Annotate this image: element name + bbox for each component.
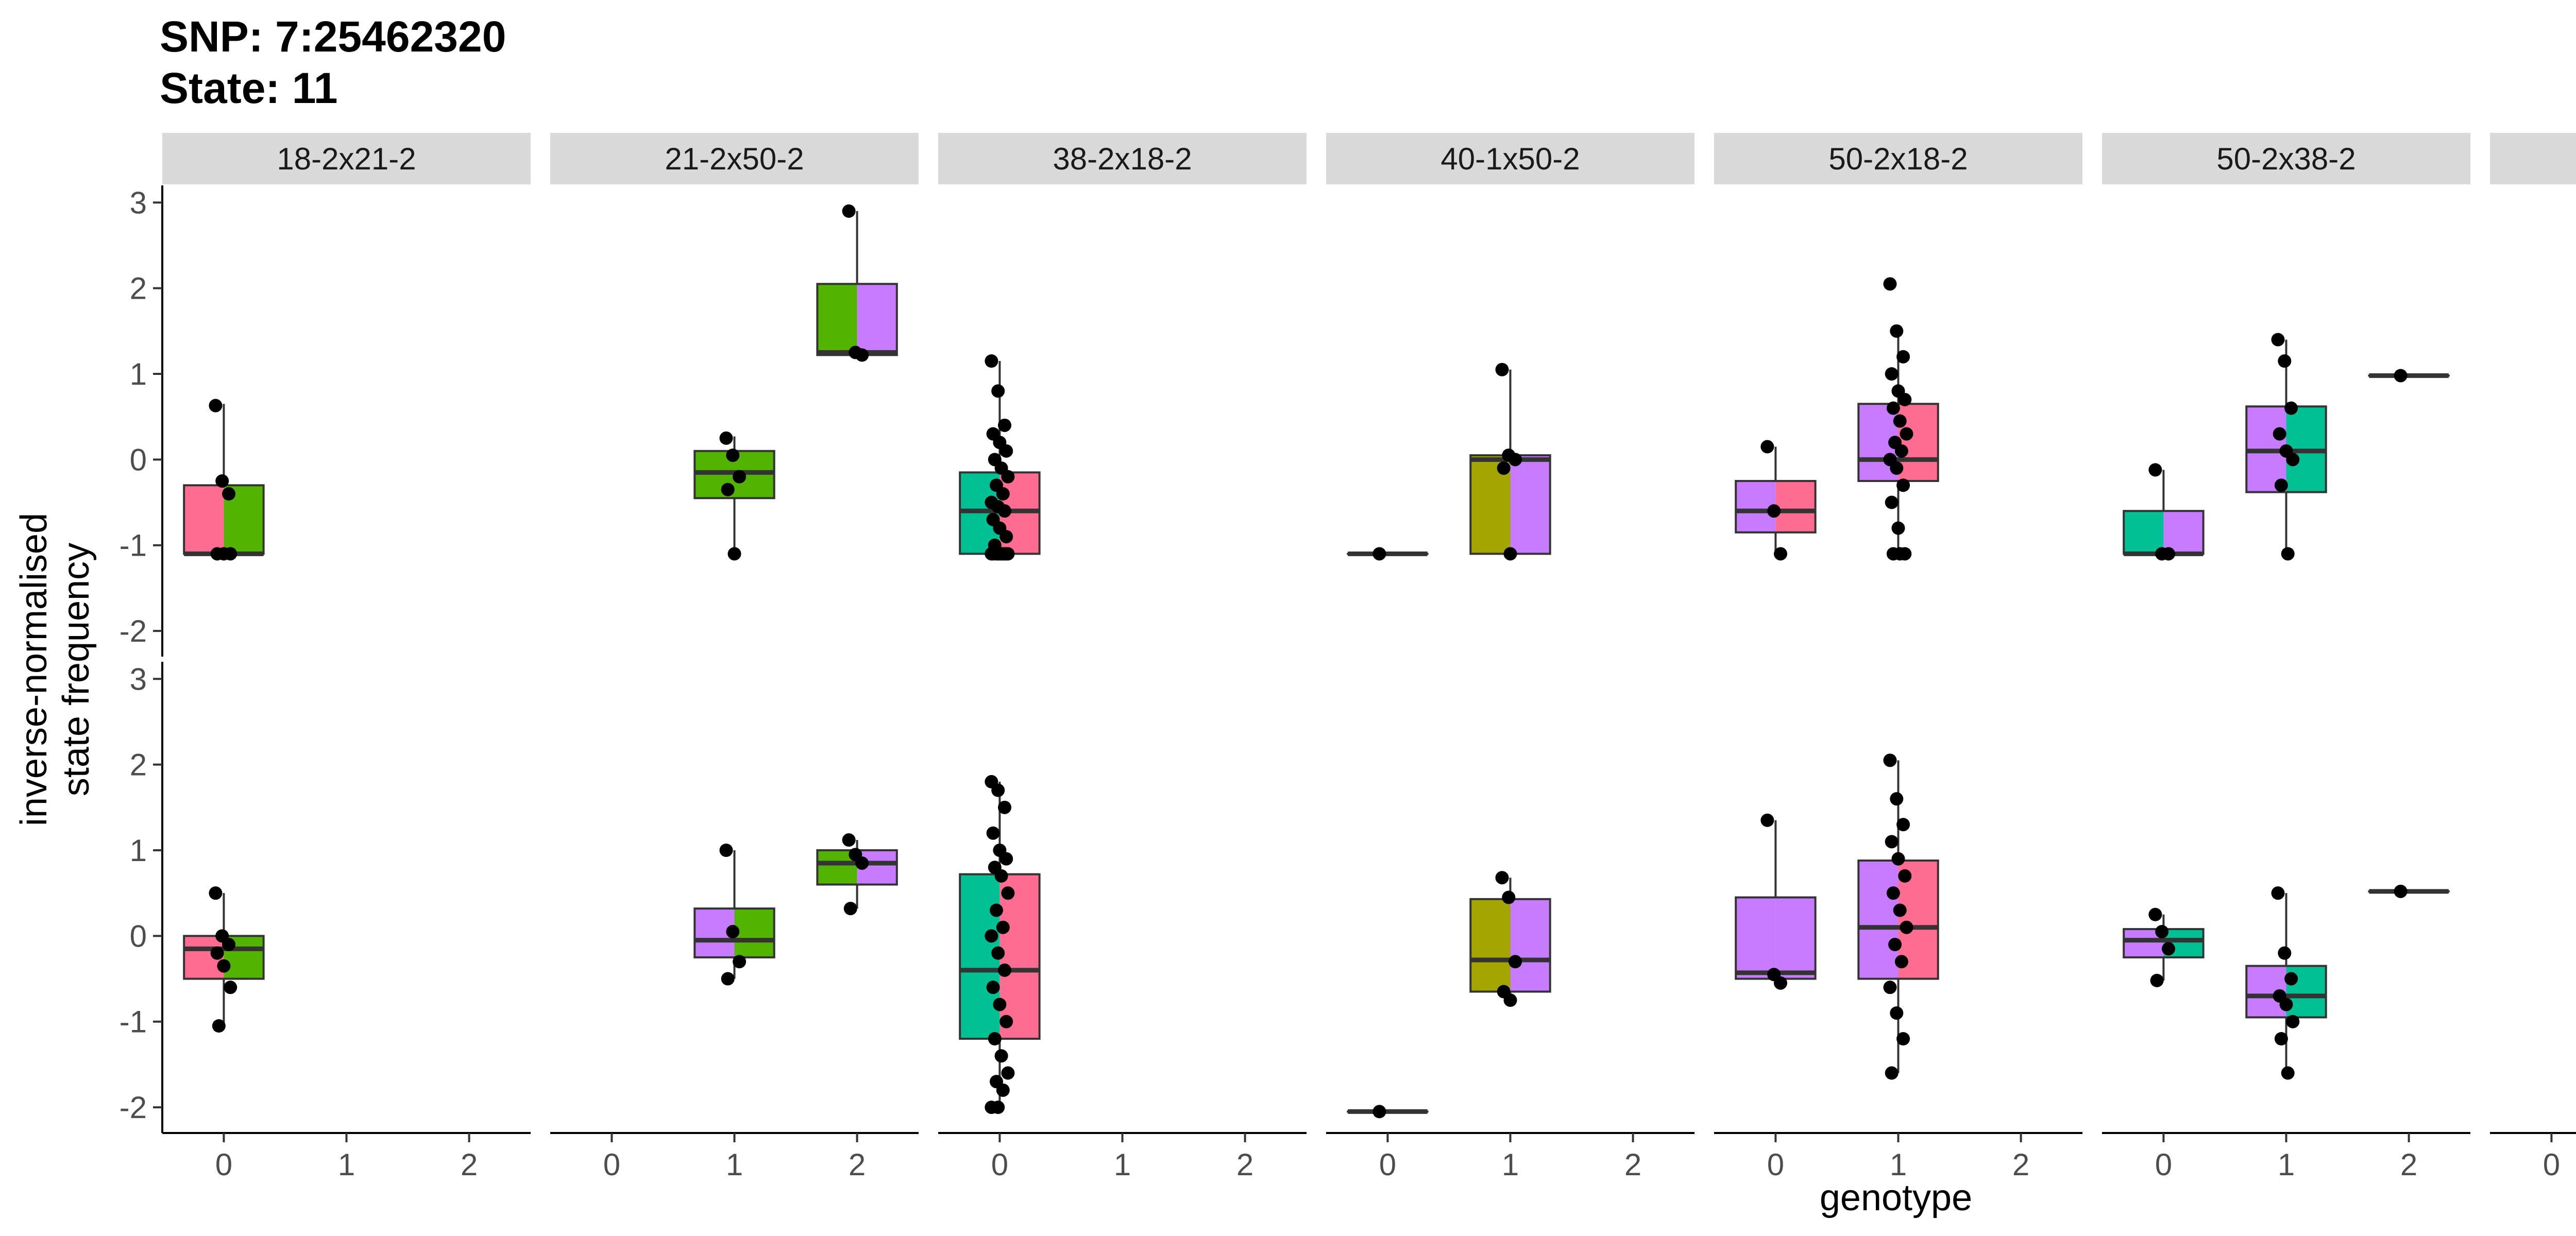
facet-panel [1736,277,1938,560]
data-point [996,921,1010,934]
data-point [1890,792,1903,805]
data-point [2394,369,2408,382]
data-point [1509,955,1522,968]
data-point [1504,547,1517,560]
data-point [2284,402,2298,415]
data-point [222,487,235,501]
x-tick-label: 1 [725,1147,743,1182]
facet-panel [1348,363,1550,561]
data-point [2272,333,2285,346]
data-point [215,474,229,488]
data-point [998,419,1011,432]
data-point [998,801,1011,814]
data-point [1898,869,1911,883]
x-tick-label: 0 [2155,1147,2173,1182]
x-tick-label: 1 [1889,1147,1907,1182]
data-point [1884,753,1897,767]
box-fill-right [857,284,897,355]
data-point [2284,972,2298,986]
facet-panel [1736,753,1938,1079]
data-point [1900,921,1913,934]
x-tick-label: 1 [337,1147,355,1182]
data-point [985,354,998,368]
box-fill-right [1775,898,1815,979]
data-point [855,348,869,362]
data-point [990,903,1003,917]
data-point [991,947,1005,960]
data-point [2278,947,2291,960]
facet-panel [960,775,1039,1114]
facet-strip-label: 50-2x18-2 [1828,142,1968,176]
data-point [2280,998,2293,1011]
data-point [212,1019,226,1033]
data-point [855,856,869,870]
data-point [2162,942,2175,955]
data-point [1767,504,1781,518]
box-fill-right [1511,899,1550,992]
facet-panel [694,204,897,560]
box-fill-right [735,908,774,957]
data-point [1504,993,1517,1007]
y-axis-title-line1: inverse-normalised [13,512,55,827]
data-point [726,925,739,938]
facet-strip-label: 18-2x21-2 [277,142,416,176]
data-point [1774,976,1787,990]
data-point [1895,955,1908,968]
data-point [1884,981,1897,994]
data-point [1760,814,1774,827]
data-point [1887,886,1900,900]
data-point [1760,440,1774,453]
data-point [1893,903,1907,917]
facet-strip-label: 40-1x50-2 [1440,142,1580,176]
data-point [1884,277,1897,290]
data-point [987,981,1000,994]
data-point [720,432,733,445]
data-point [1496,871,1509,884]
facet-panel [2124,885,2449,1080]
x-tick-label: 0 [2543,1147,2561,1182]
data-point [999,444,1013,458]
data-point [1001,470,1014,484]
x-tick-label: 0 [1767,1147,1785,1182]
data-point [999,852,1013,866]
x-tick-label: 1 [1501,1147,1519,1182]
data-point [1509,453,1522,466]
data-point [222,938,235,951]
data-point [1372,547,1386,560]
data-point [1898,393,1911,406]
y-tick-label: -1 [119,528,147,563]
y-tick-label: 3 [129,185,147,220]
data-point [1372,1105,1386,1118]
box-fill-left [1470,899,1510,992]
x-tick-label: 0 [1379,1147,1397,1182]
data-point [988,1032,1002,1045]
x-axis-title: genotype [1819,1177,1973,1218]
x-tick-label: 0 [991,1147,1009,1182]
box-fill-left [1736,898,1775,979]
data-point [999,547,1013,560]
box-fill-right [1775,481,1815,533]
data-point [1887,402,1900,415]
data-point [733,955,746,968]
y-axis-title-line2: state frequency [56,542,97,797]
data-point [993,998,1006,1011]
data-point [224,547,237,560]
x-tick-label: 2 [848,1147,866,1182]
data-point [217,959,230,973]
facet-panel [694,833,897,986]
data-point [2148,463,2162,476]
x-tick-label: 2 [1624,1147,1642,1182]
data-point [1885,496,1899,509]
data-point [2286,453,2299,466]
data-point [2148,908,2162,921]
facet-panel [184,886,263,1033]
data-point [999,530,1013,543]
data-point [842,204,856,218]
x-tick-label: 1 [2277,1147,2295,1182]
data-point [224,981,237,994]
data-point [996,1084,1010,1097]
data-point [209,886,222,900]
data-point [991,784,1005,797]
data-point [2150,974,2164,987]
data-point [842,833,856,847]
data-point [998,504,1011,518]
data-point [2275,1032,2288,1045]
data-point [999,1015,1013,1028]
box-fill-left [817,284,857,355]
box-fill-right [1899,404,1938,481]
data-point [1896,1032,1910,1045]
data-point [209,399,222,413]
data-point [995,869,1008,883]
chart-title-state: State: 11 [160,64,338,112]
data-point [726,449,739,462]
facet-strip-label: 50-2x38-2 [2216,142,2356,176]
data-point [1892,852,1905,866]
y-tick-label: 2 [129,271,147,306]
panel-grid [120,133,2576,1182]
data-point [1888,938,1902,951]
data-point [1895,444,1908,458]
data-point [2286,1015,2299,1028]
data-point [996,487,1010,501]
data-point [1774,547,1787,560]
y-tick-label: 0 [129,442,147,477]
data-point [720,844,733,857]
y-tick-label: -2 [119,614,147,649]
y-tick-label: 0 [129,919,147,954]
data-point [985,929,998,942]
y-tick-label: 3 [129,662,147,697]
data-point [998,964,1011,977]
data-point [1502,891,1515,904]
x-tick-label: 0 [215,1147,233,1182]
x-tick-label: 1 [1113,1147,1131,1182]
y-tick-label: 1 [129,357,147,391]
y-tick-label: -2 [119,1090,147,1125]
data-point [2162,547,2175,560]
y-tick-label: 2 [129,747,147,782]
data-point [2275,478,2288,492]
facet-panel [960,354,1039,560]
y-tick-label: 1 [129,833,147,868]
box-fill-left [184,485,224,554]
data-point [1892,521,1905,535]
data-point [1896,350,1910,364]
data-point [995,1049,1008,1062]
data-point [1885,1067,1899,1080]
data-point [2394,885,2408,898]
data-point [1885,835,1899,848]
data-point [2281,547,2295,560]
data-point [1496,363,1509,376]
facet-panel [1348,871,1550,1118]
data-point [1885,367,1899,381]
data-point [2281,1067,2295,1080]
data-point [1893,547,1907,560]
data-point [987,827,1000,840]
data-point [1896,818,1910,831]
data-point [721,972,735,986]
data-point [1497,461,1511,475]
x-tick-label: 2 [460,1147,478,1182]
x-tick-label: 0 [603,1147,621,1182]
data-point [2272,886,2285,900]
facet-strip-label: 38-2x18-2 [1053,142,1192,176]
box-fill-left [1858,861,1898,979]
data-point [2155,925,2168,938]
data-point [1900,427,1913,440]
data-point [991,1101,1005,1114]
data-point [2278,354,2291,368]
data-point [1890,461,1903,475]
data-point [1896,478,1910,492]
data-point [211,947,224,960]
facet-panel [2124,333,2449,560]
x-tick-label: 2 [2012,1147,2030,1182]
data-point [1001,1067,1014,1080]
data-point [844,902,857,915]
facet-strip [2490,133,2576,184]
box-fill-left [2124,511,2163,554]
x-tick-label: 2 [2400,1147,2418,1182]
data-point [733,470,746,484]
y-tick-label: -1 [119,1004,147,1039]
data-point [1890,324,1903,338]
data-point [1893,415,1907,428]
facet-panel [184,399,263,561]
x-tick-label: 2 [1236,1147,1254,1182]
data-point [2273,427,2286,440]
data-point [1890,1006,1903,1020]
data-point [721,483,735,496]
data-point [728,547,741,560]
data-point [991,384,1005,398]
box-fill-right [1511,455,1550,554]
facet-strip-label: 21-2x50-2 [665,142,804,176]
chart-title-snp: SNP: 7:25462320 [160,12,506,61]
data-point [1001,886,1014,900]
